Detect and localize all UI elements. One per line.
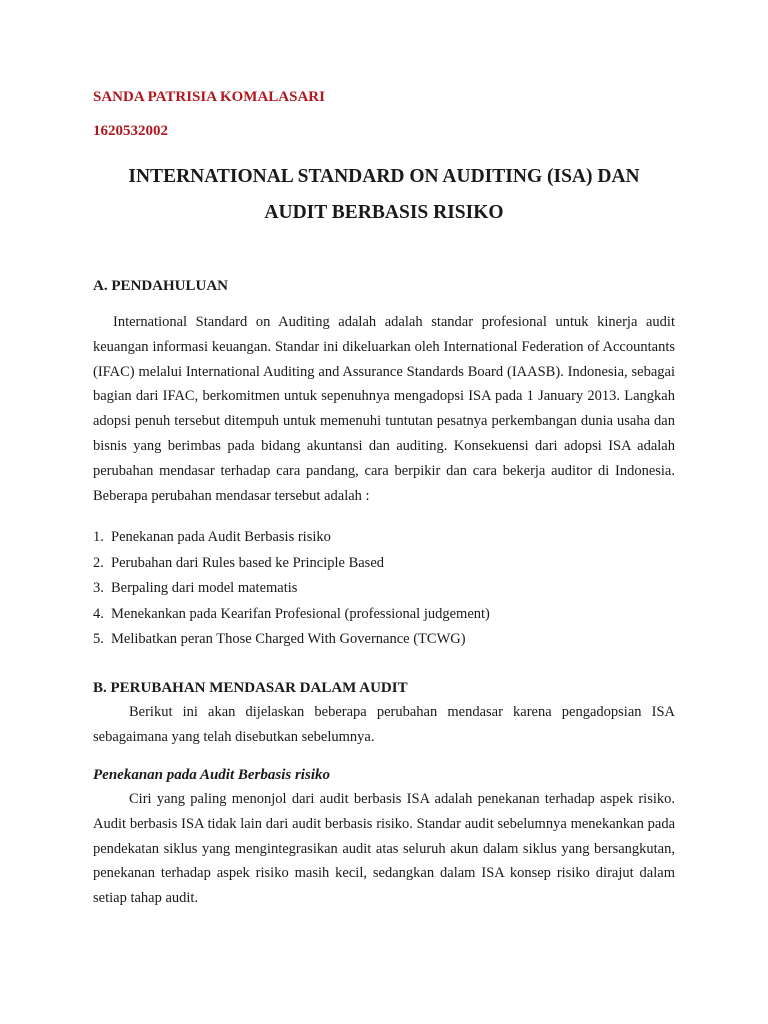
list-item-text: Penekanan pada Audit Berbasis risiko xyxy=(111,529,331,545)
section-heading-perubahan-mendasar: B. PERUBAHAN MENDASAR DALAM AUDIT xyxy=(93,680,408,696)
list-perubahan-mendasar xyxy=(93,525,675,653)
document-page xyxy=(93,0,675,1024)
document-title-line-1: INTERNATIONAL STANDARD ON AUDITING (ISA) DAN xyxy=(128,166,640,187)
list-item-number: 4. xyxy=(93,605,104,622)
list-item xyxy=(93,602,675,628)
list-item-number: 1. xyxy=(93,529,104,545)
paragraph-audit-berbasis-risiko: Ciri yang paling menonjol dari audit berbasis ISA adalah penekanan terhadap aspek risiko. Audit berbasis ISA tidak lain dari audit berbasis risiko. Standar audit sebelumnya menekankan pada pendekatan siklus yang mengintegrasikan audit atas seluruh akun dalam siklus yang bersangkutan, penekanan terhadap aspek risiko masih kecil, sedangkan dalam ISA konsep risiko dirajut dalam setiap tahap audit. xyxy=(93,791,675,907)
author-name: SANDA PATRISIA KOMALASARI xyxy=(93,89,325,105)
author-id: 1620532002 xyxy=(93,123,168,139)
list-item-text: Perubahan dari Rules based ke Principle Based xyxy=(111,554,385,571)
list-item-number: 5. xyxy=(93,631,104,647)
list-item-number: 3. xyxy=(93,580,104,596)
section-heading-pendahuluan: A. PENDAHULUAN xyxy=(93,278,228,294)
list-item-text: Melibatkan peran Those Charged With Governance (TCWG) xyxy=(111,631,466,647)
subsection-heading-audit-berbasis-risiko: Penekanan pada Audit Berbasis risiko xyxy=(93,767,330,783)
list-item-text: Menekankan pada Kearifan Profesional (professional judgement) xyxy=(111,605,490,622)
list-item xyxy=(93,627,675,653)
list-item-text: Berpaling dari model matematis xyxy=(111,580,298,596)
list-item xyxy=(93,525,675,551)
list-item xyxy=(93,551,675,577)
list-item xyxy=(93,576,675,602)
paragraph-perubahan-mendasar: Berikut ini akan dijelaskan beberapa perubahan mendasar karena pengadopsian ISA sebagaimana yang telah disebutkan sebelumnya. xyxy=(93,704,675,745)
paragraph-pendahuluan: International Standard on Auditing adalah adalah standar profesional untuk kinerja audit keuangan informasi keuangan. Standar ini dikeluarkan oleh International Federation of Accountants (IFAC) melalui International Auditing and Assurance Standards Board (IAASB). Indonesia, sebagai bagian dari IFAC, berkomitmen untuk sepenuhnya mengadopsi ISA pada 1 January 2013. Langkah adopsi penuh tersebut ditempuh untuk memenuhi tuntutan pesatnya perkembangan dunia usaha dan bisnis yang berimbas pada bidang akuntansi dan auditing. Konsekuensi dari adopsi ISA adalah perubahan mendasar terhadap cara pandang, cara berpikir dan cara bekerja auditor di Indonesia. Beberapa perubahan mendasar tersebut adalah : xyxy=(93,314,675,504)
list-item-number: 2. xyxy=(93,554,104,571)
document-title xyxy=(93,159,675,231)
document-title-line-2: AUDIT BERBASIS RISIKO xyxy=(264,202,504,223)
